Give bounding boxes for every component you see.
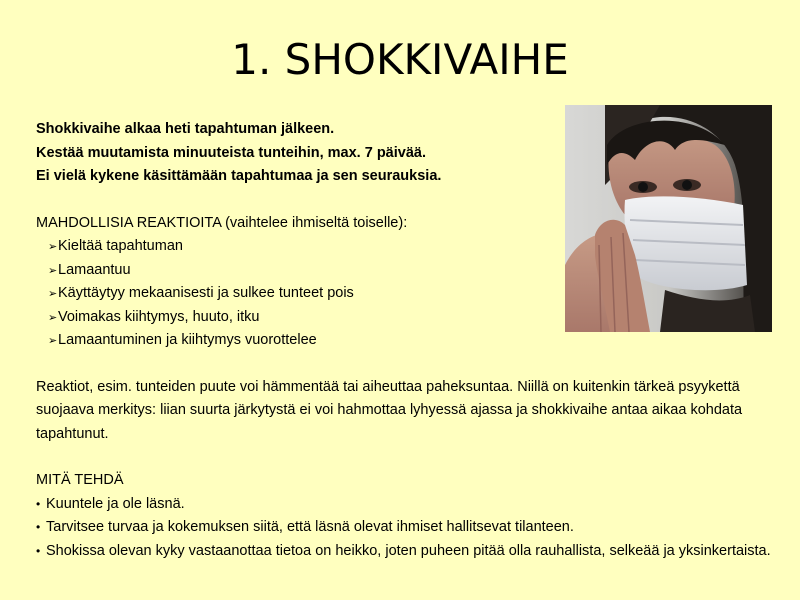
slide-title: 1. SHOKKIVAIHE: [231, 35, 569, 84]
action-text: Tarvitsee turvaa ja kokemuksen siitä, että läsnä olevat ihmiset hallitsevat tilanteen.: [46, 519, 574, 535]
slide-content: [36, 118, 776, 563]
reaction-item: [36, 306, 776, 330]
arrow-bullet-icon: ➢: [48, 263, 58, 277]
arrow-bullet-icon: ➢: [48, 240, 58, 253]
action-text: Kuuntele ja ole läsnä.: [46, 495, 185, 512]
explanation-paragraph: Reaktiot, esim. tunteiden puute voi hämmentää tai aiheuttaa paheksuntaa. Niillä on kuitenkin tärkeä psyykettä suojaava merkitys: liian suurta järkytystä ei voi hahmottaa lyhyessä ajassa ja shokkivaihe antaa aikaa kohdata tapahtunut.: [36, 378, 743, 442]
arrow-bullet-icon: ➢: [48, 310, 58, 324]
intro-line: Ei vielä kykene käsittämään tapahtumaa ja sen seurauksia.: [36, 168, 442, 184]
spacer: [36, 189, 776, 212]
reaction-item: [36, 259, 776, 283]
reaction-text: Käyttäytyy mekaanisesti ja sulkee tunteet pois: [58, 285, 354, 301]
action-text: Shokissa olevan kyky vastaanottaa tietoa on heikko, joten puheen pitää olla rauhallista, selkeää ja yksinkertaista.: [46, 542, 771, 559]
bullet-icon: •: [36, 543, 41, 558]
action-item: [36, 516, 781, 540]
reaction-item: [36, 329, 776, 353]
reactions-heading: MAHDOLLISIA REAKTIOITA (vaihtelee ihmiseltä toiselle):: [36, 214, 408, 231]
arrow-bullet-icon: ➢: [48, 334, 58, 347]
arrow-bullet-icon: ➢: [48, 287, 58, 300]
reaction-item: [36, 235, 776, 259]
spacer: [36, 353, 776, 376]
spacer: [36, 446, 776, 469]
bullet-icon: •: [36, 496, 41, 511]
bullet-icon: •: [36, 520, 41, 534]
intro-line: Kestää muutamista minuuteista tunteihin, max. 7 päivää.: [36, 144, 426, 161]
reaction-text: Kieltää tapahtuman: [58, 238, 183, 254]
action-item: [36, 493, 781, 517]
reaction-item: [36, 282, 776, 306]
intro-line: Shokkivaihe alkaa heti tapahtuman jälkeen.: [36, 121, 335, 137]
reaction-text: Lamaantuminen ja kiihtymys vuorottelee: [58, 332, 317, 348]
reaction-text: Lamaantuu: [58, 261, 131, 278]
reaction-text: Voimakas kiihtymys, huuto, itku: [58, 308, 260, 325]
actions-heading: MITÄ TEHDÄ: [36, 472, 124, 488]
action-item: [36, 540, 781, 564]
